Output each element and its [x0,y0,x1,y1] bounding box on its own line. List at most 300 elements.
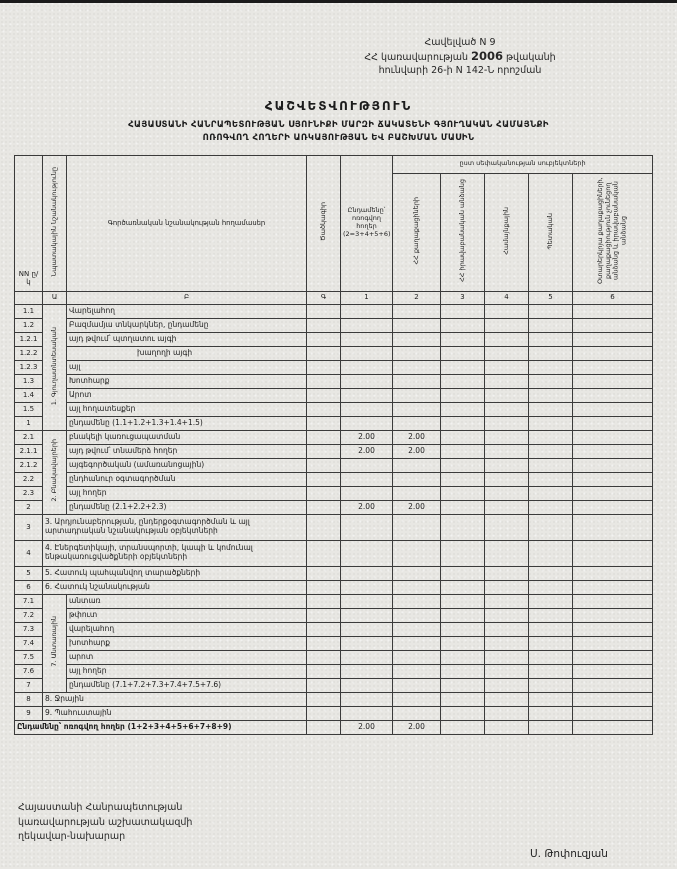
table-row [15,566,653,580]
value-cell [529,500,573,514]
row-number-cell: 2.1.1 [15,444,43,458]
value-cell [529,430,573,444]
table-row [15,388,653,402]
code-cell [307,540,341,566]
value-cell [341,706,393,720]
value-cell [441,720,485,734]
value-cell [485,444,529,458]
value-cell [441,514,485,540]
value-cell [529,594,573,608]
value-cell [393,458,441,472]
value-cell [441,416,485,430]
code-cell [307,388,341,402]
row-desc-cell: անտառ [67,594,307,608]
code-cell [307,486,341,500]
row-desc-cell: այլ հողատեսքեր [67,402,307,416]
row-number-cell: 7 [15,678,43,692]
value-cell [485,608,529,622]
value-cell [573,622,653,636]
code-cell [307,622,341,636]
group-label: 7. Անտառային [49,616,58,667]
gov-year: 2006 [471,49,504,64]
value-cell [573,720,653,734]
column-letter: 4 [485,291,529,304]
value-cell [573,636,653,650]
value-cell [485,346,529,360]
value-cell [393,318,441,332]
column-letter: Ա [43,291,67,304]
code-cell [307,608,341,622]
table-row [15,486,653,500]
value-cell [485,636,529,650]
row-number-cell: 2.3 [15,486,43,500]
value-cell [441,318,485,332]
value-cell [393,472,441,486]
value-cell [529,664,573,678]
col-header-state [529,173,573,291]
row-number-cell: 7.1 [15,594,43,608]
value-cell [529,458,573,472]
footer-line-1: Հայաստանի Հանրապետության [18,802,183,813]
code-cell [307,692,341,706]
code-cell [307,458,341,472]
table-row [15,402,653,416]
value-cell [441,402,485,416]
value-cell [441,664,485,678]
value-cell [441,486,485,500]
code-cell [307,566,341,580]
table-row [15,332,653,346]
group-label: 1. Գյուղատնտեսական [49,326,58,405]
code-cell [307,318,341,332]
code-cell [307,650,341,664]
value-cell [529,622,573,636]
table-row [15,636,653,650]
row-number-cell: 2.2 [15,472,43,486]
signature-name: Ս. Թոփուզյան [530,848,608,860]
value-cell [529,360,573,374]
code-cell [307,360,341,374]
row-desc-cell: Բազմամյա տնկարկներ, ընդամենը [67,318,307,332]
row-desc-cell: բնակելի կառուցապատման [67,430,307,444]
value-cell [341,540,393,566]
code-cell [307,416,341,430]
value-cell [341,580,393,594]
col-header-code-label: Ծածկագիր [318,202,327,242]
value-cell [529,444,573,458]
value-cell [393,332,441,346]
value-cell [393,540,441,566]
row-desc-cell: ընդամենը (7.1+7.2+7.3+7.4+7.5+7.6) [67,678,307,692]
value-cell [529,678,573,692]
code-cell [307,402,341,416]
value-cell [573,706,653,720]
value-cell [341,318,393,332]
col-header-citizens-label: ՀՀ քաղաքացիների [411,197,420,265]
value-cell [441,444,485,458]
value-cell [441,622,485,636]
value-cell [393,608,441,622]
row-desc-cell: վարելահող [67,622,307,636]
table-row [15,500,653,514]
row-desc-cell: ընդհանուր օգտագործման [67,472,307,486]
row-number-cell: 1.4 [15,388,43,402]
value-cell [573,332,653,346]
value-cell [341,664,393,678]
value-cell [529,416,573,430]
row-number-cell: 1 [15,416,43,430]
col-header-community [485,173,529,291]
col-header-state-label: Պետական [545,212,554,250]
column-letter: Բ [67,291,307,304]
value-cell [485,486,529,500]
group-label-cell [43,430,67,514]
value-cell [393,580,441,594]
value-cell [485,318,529,332]
row-desc-cell: ընդամենը (1.1+1.2+1.3+1.4+1.5) [67,416,307,430]
column-letter: Գ [307,291,341,304]
doc-header [295,37,625,77]
col-header-code [307,155,341,291]
value-cell [573,472,653,486]
report-table-header [15,155,653,304]
value-cell [573,388,653,402]
value-cell [485,332,529,346]
col-header-ownership-group: ըստ սեփականության սուբյեկտների [393,155,653,173]
title-subtitle-2: ՈՌՈԳՎՈՂ ՀՈՂԵՐԻ ԱՌԿԱՅՈՒԹՅԱՆ ԵՎ ԲԱՇԽՄԱՆ ՄԱՍԻՆ [202,132,475,143]
value-cell [441,636,485,650]
value-cell [341,332,393,346]
code-cell [307,374,341,388]
table-row [15,678,653,692]
value-cell [573,678,653,692]
value-cell [573,664,653,678]
value-cell [485,540,529,566]
value-cell [485,374,529,388]
column-letter [15,291,43,304]
group-label: 2. Բնակավայրերի [49,439,58,502]
table-row [15,706,653,720]
value-cell [529,720,573,734]
value-cell [485,304,529,318]
value-cell [341,304,393,318]
value-cell [485,402,529,416]
value-cell [529,346,573,360]
value-cell [529,566,573,580]
value-cell [441,472,485,486]
row-number-cell: 1.1 [15,304,43,318]
value-cell [341,402,393,416]
value-cell [529,580,573,594]
row-number-cell: 2 [15,500,43,514]
value-cell [485,514,529,540]
row-desc-cell: արոտ [67,650,307,664]
value-cell [341,650,393,664]
value-cell [341,622,393,636]
value-cell [341,346,393,360]
value-cell [485,500,529,514]
value-cell: 2.00 [341,720,393,734]
row-number-cell: 6 [15,580,43,594]
value-cell [485,360,529,374]
value-cell [393,566,441,580]
value-cell [573,374,653,388]
table-row [15,458,653,472]
value-cell [573,650,653,664]
value-cell [573,416,653,430]
table-row [15,416,653,430]
value-cell [529,332,573,346]
value-cell [393,594,441,608]
value-cell [441,678,485,692]
col-header-foreign-label: Օտարերկրյա քաղաքացիների, քաղաքացիություն չունեցող անձանց և իրավաբանական անձանց [595,177,628,285]
value-cell [341,566,393,580]
row-number-cell: 5 [15,566,43,580]
value-cell [441,594,485,608]
table-row [15,664,653,678]
value-cell [573,402,653,416]
value-cell [441,650,485,664]
value-cell [393,374,441,388]
value-cell [573,444,653,458]
row-number-cell: 1.2.3 [15,360,43,374]
value-cell [341,472,393,486]
table-row [15,608,653,622]
value-cell [441,566,485,580]
row-desc-cell: 5. Հատուկ պահպանվող տարածքների [43,566,307,580]
footer-block [18,801,192,845]
gov-pre-text: ՀՀ կառավարության [364,52,468,64]
title-subtitle-1: ՀԱՅԱՍՏԱՆԻ ՀԱՆՐԱՊԵՏՈՒԹՅԱՆ ՍՅՈՒՆԻՔԻ ՄԱՐԶԻ ՃԱԿԱՏԵՆԻ ԳՅՈՒՂԱԿԱՆ ՀԱՄԱՅՆՔԻ [128,120,549,130]
code-cell [307,664,341,678]
column-letter: 2 [393,291,441,304]
value-cell [341,416,393,430]
col-header-functional: Գործառնական նշանակության հողամասեր [67,155,307,291]
value-cell [573,360,653,374]
code-cell [307,720,341,734]
row-desc-cell: այդ թվում՝ պտղատու այգի [67,332,307,346]
value-cell [529,540,573,566]
value-cell [573,500,653,514]
row-number-cell: 2.1 [15,430,43,444]
col-header-nn: NN ը/կ [15,155,43,291]
value-cell [573,692,653,706]
code-cell [307,594,341,608]
row-number-cell: 1.2.1 [15,332,43,346]
value-cell [485,692,529,706]
value-cell [529,650,573,664]
code-cell [307,444,341,458]
row-number-cell: 1.2.2 [15,346,43,360]
value-cell [573,318,653,332]
gov-decision-line [295,49,625,64]
row-number-cell: 1.5 [15,402,43,416]
value-cell [441,332,485,346]
value-cell [341,594,393,608]
table-row [15,540,653,566]
gov-post-text: թվականի [506,52,556,64]
decision-number-line: հունվարի 26-ի N 142-Ն որոշման [378,64,542,76]
value-cell [441,692,485,706]
table-row [15,444,653,458]
value-cell [441,608,485,622]
value-cell [341,486,393,500]
value-cell [573,458,653,472]
value-cell [485,388,529,402]
value-cell [441,304,485,318]
col-header-legal-entities [441,173,485,291]
col-header-foreign [573,173,653,291]
value-cell [341,360,393,374]
report-table-body [15,304,653,734]
table-row [15,580,653,594]
table-row [15,304,653,318]
code-cell [307,304,341,318]
column-letter: 5 [529,291,573,304]
value-cell [485,650,529,664]
col-header-total: Ընդամենը՝ ոռոգվող հողեր (2=3+4+5+6) [341,155,393,291]
row-desc-cell: Արոտ [67,388,307,402]
code-cell [307,678,341,692]
col-header-purpose [43,155,67,291]
row-desc-cell: խաղողի այգի [67,346,307,360]
row-desc-cell: 8. Ջրային [43,692,307,706]
col-header-community-label: Համայնքային [501,207,510,255]
row-desc-cell: Խոտհարք [67,374,307,388]
value-cell [529,374,573,388]
value-cell [393,388,441,402]
value-cell [341,514,393,540]
row-number-cell: 7.5 [15,650,43,664]
value-cell [393,346,441,360]
value-cell [485,580,529,594]
value-cell [573,304,653,318]
row-number-cell: 8 [15,692,43,706]
group-label-cell [43,594,67,692]
value-cell [393,416,441,430]
group-label-cell [43,304,67,430]
value-cell [529,692,573,706]
table-row [15,692,653,706]
table-row [15,650,653,664]
value-cell [441,430,485,444]
value-cell [573,608,653,622]
row-desc-cell: Ընդամենը՝ ոռոգվող հողեր (1+2+3+4+5+6+7+8+9) [15,720,307,734]
value-cell [485,594,529,608]
value-cell [485,622,529,636]
value-cell [341,636,393,650]
row-number-cell: 7.3 [15,622,43,636]
value-cell [341,458,393,472]
row-number-cell: 7.2 [15,608,43,622]
value-cell [393,514,441,540]
code-cell [307,636,341,650]
row-desc-cell: այգեգործական (ամառանոցային) [67,458,307,472]
value-cell [341,374,393,388]
row-desc-cell: թփուտ [67,608,307,622]
value-cell [485,664,529,678]
value-cell [573,346,653,360]
value-cell [393,692,441,706]
table-row [15,622,653,636]
code-cell [307,580,341,594]
value-cell [485,678,529,692]
value-cell [573,514,653,540]
row-number-cell: 7.4 [15,636,43,650]
row-desc-cell: 9. Պահուստային [43,706,307,720]
header-row-top [15,155,653,173]
page-title: ՀԱՇՎԵՏՎՈՒԹՅՈՒՆ [264,99,413,113]
value-cell: 2.00 [393,500,441,514]
value-cell [441,580,485,594]
value-cell [393,402,441,416]
value-cell [393,622,441,636]
row-desc-cell: այլ հողեր [67,664,307,678]
row-number-cell: 2.1.2 [15,458,43,472]
value-cell [393,664,441,678]
value-cell: 2.00 [341,500,393,514]
value-cell [341,678,393,692]
col-header-purpose-label: Նպատակային նշանակությունը [49,167,58,277]
value-cell: 2.00 [341,430,393,444]
value-cell [341,388,393,402]
row-number-cell: 4 [15,540,43,566]
value-cell: 2.00 [393,430,441,444]
row-number-cell: 3 [15,514,43,540]
value-cell [393,636,441,650]
value-cell [341,608,393,622]
table-row [15,594,653,608]
report-table [14,155,653,735]
row-desc-cell: 6. Հատուկ նշանակության [43,580,307,594]
column-letter: 6 [573,291,653,304]
value-cell [529,472,573,486]
value-cell [393,304,441,318]
value-cell [393,678,441,692]
value-cell [485,430,529,444]
value-cell [441,374,485,388]
value-cell [573,540,653,566]
footer-line-2: կառավարության աշխատակազմի [18,816,193,828]
value-cell [441,540,485,566]
column-letter: 1 [341,291,393,304]
value-cell [573,580,653,594]
value-cell [441,388,485,402]
code-cell [307,472,341,486]
value-cell [573,430,653,444]
code-cell [307,706,341,720]
row-desc-cell: 3. Արդյունաբերության, ընդերքօգտագործման և այլ արտադրական նշանակության օբյեկտների [43,514,307,540]
value-cell [573,594,653,608]
code-cell [307,430,341,444]
value-cell [529,608,573,622]
header-row-letters [15,291,653,304]
row-number-cell: 1.3 [15,374,43,388]
table-row [15,346,653,360]
row-desc-cell: 4. Էներգետիկայի, տրանսպորտի, կապի և կոմունալ ենթակառուցվածքների օբյեկտների [43,540,307,566]
code-cell [307,346,341,360]
column-letter: 3 [441,291,485,304]
value-cell: 2.00 [393,444,441,458]
row-desc-cell: ընդամենը (2.1+2.2+2.3) [67,500,307,514]
value-cell [441,458,485,472]
table-row [15,374,653,388]
table-row [15,318,653,332]
code-cell [307,500,341,514]
row-desc-cell: այդ թվում՝ տնամերձ հողեր [67,444,307,458]
value-cell [529,706,573,720]
value-cell [529,514,573,540]
